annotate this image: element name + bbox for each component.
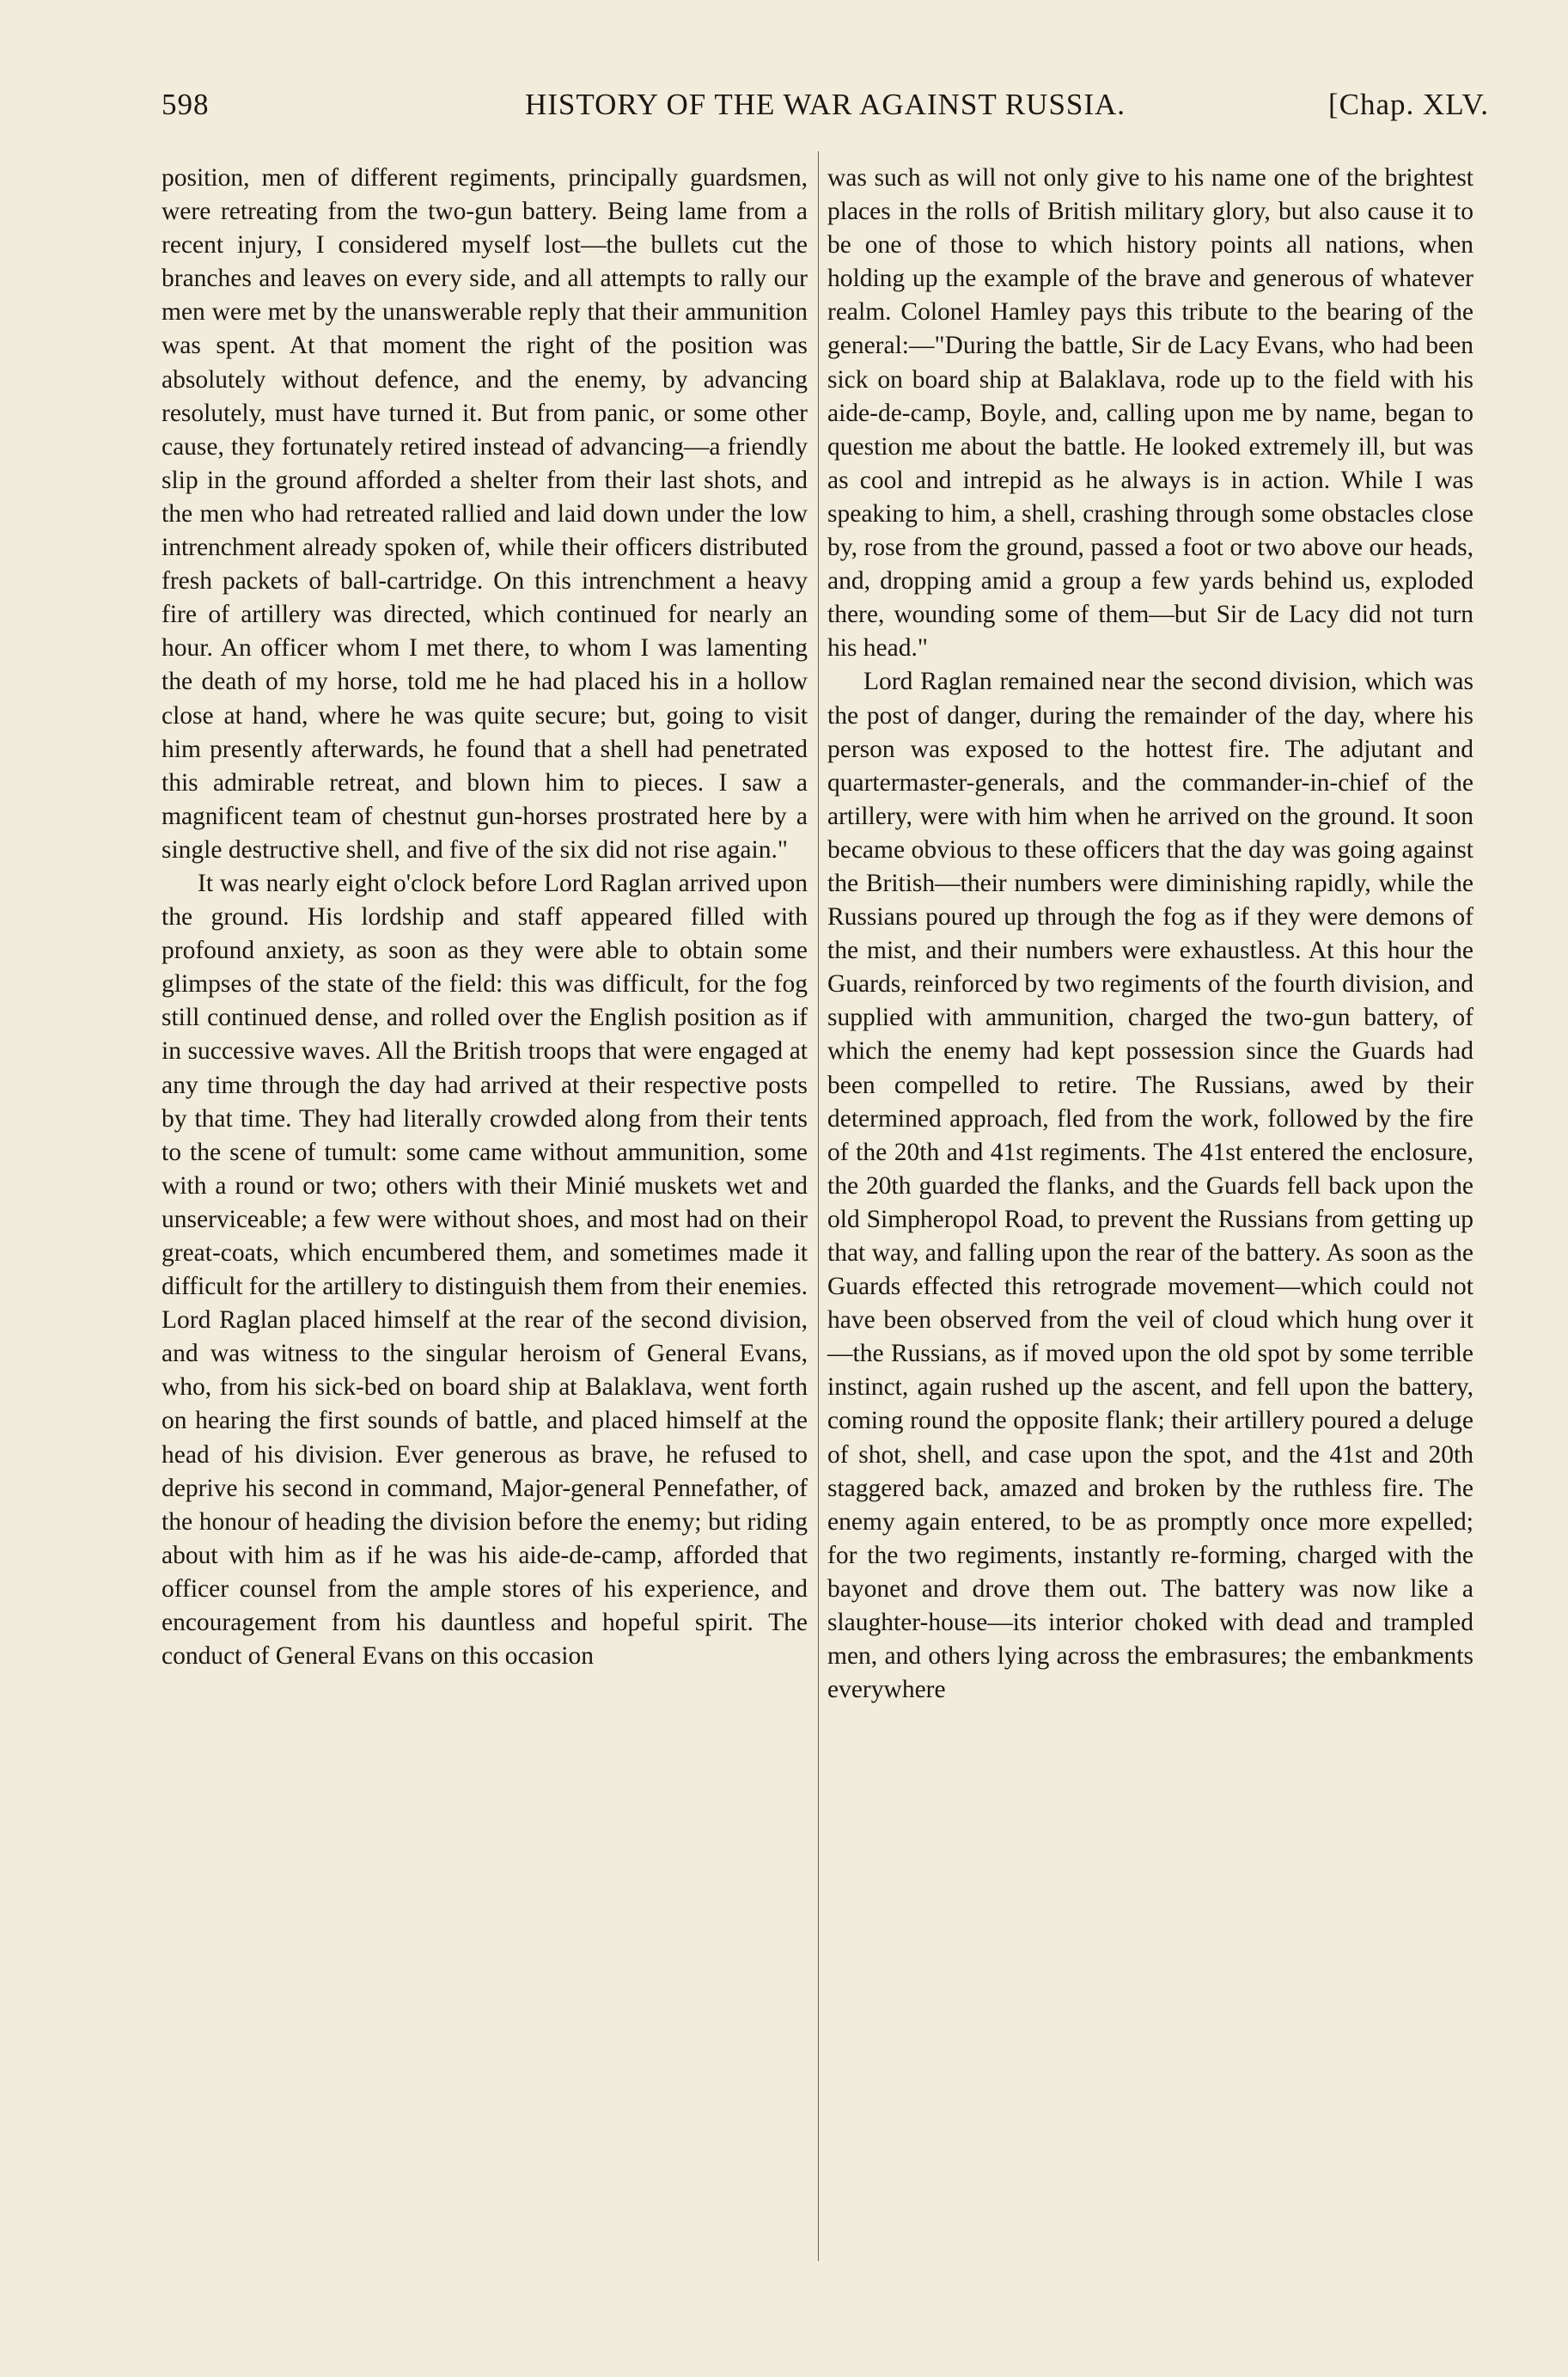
chapter-label: [Chap. XLV. xyxy=(1328,88,1489,121)
column-divider xyxy=(818,151,819,2261)
page-number: 598 xyxy=(162,88,210,121)
left-column xyxy=(162,162,808,1673)
left-paragraph-2: It was nearly eight o'clock before Lord Raglan arrived upon the ground. His lordship and staff appeared filled with profound anxiety, as soon as they were able to obtain some glimpses of the state of the field: this was difficult, for the fog still continued dense, and rolled over the English position as if in successive waves. All the British troops that were engaged at any time through the day had arrived at their respective posts by that time. They had literally crowded along from their tents to the scene of tumult: some came without ammunition, some with a round or two; others with their Minié muskets wet and unserviceable; a few were without shoes, and most had on their great-coats, which encumbered them, and sometimes made it difficult for the artillery to distinguish them from their enemies. Lord Raglan placed himself at the rear of the second division, and was witness to the singular heroism of General Evans, who, from his sick-bed on board ship at Balaklava, went forth on hearing the first sounds of battle, and placed himself at the head of his division. Ever generous as brave, he refused to deprive his second in command, Major-general Pennefather, of the honour of heading the division before the enemy; but riding about with him as if he was his aide-de-camp, afforded that officer counsel from the ample stores of his experience, and encouragement from his dauntless and hopeful spirit. The conduct of General Evans on this occasion xyxy=(162,869,808,1671)
right-column xyxy=(827,162,1473,1707)
running-title: HISTORY OF THE WAR AGAINST RUSSIA. xyxy=(524,88,1126,121)
right-paragraph-1: was such as will not only give to his name one of the brightest places in the rolls of British military glory, but also cause it to be one of those to which history points all nations, when holding up the example of the brave and generous of whatever realm. Colonel Hamley pays this tribute to the bearing of the general:—"During the battle, Sir de Lacy Evans, who had been sick on board ship at Balaklava, rode up to the field with his aide-de-camp, Boyle, and, calling upon me by name, began to question me about the battle. He looked extremely ill, but was as cool and intrepid as he always is in action. While I was speaking to him, a shell, crashing through some obstacles close by, rose from the ground, passed a foot or two above our heads, and, dropping amid a group a few yards behind us, exploded there, wounding some of them—but Sir de Lacy did not turn his head." xyxy=(827,164,1473,663)
right-paragraph-2: Lord Raglan remained near the second division, which was the post of danger, during the remainder of the day, where his person was exposed to the hottest fire. The adjutant and quartermaster-generals, and the commander-in-chief of the artillery, were with him when he arrived on the ground. It soon became obvious to these officers that the day was going against the British—their numbers were diminishing rapidly, while the Russians poured up through the fog as if they were demons of the mist, and their numbers were exhaustless. At this hour the Guards, reinforced by two regiments of the fourth division, and supplied with ammunition, charged the two-gun battery, of which the enemy had kept possession since the Guards had been compelled to retire. The Russians, awed by their determined approach, fled from the work, followed by the fire of the 20th and 41st regiments. The 41st entered the enclosure, the 20th guarded the flanks, and the Guards fell back upon the old Simpheropol Road, to prevent the Russians from getting up that way, and falling upon the rear of the battery. As soon as the Guards effected this retrograde movement—which could not have been observed from the veil of cloud which hung over it—the Russians, as if moved upon the old spot by some terrible instinct, again rushed up the ascent, and fell upon the battery, coming round the opposite flank; their artillery poured a deluge of shot, shell, and case upon the spot, and the 41st and 20th staggered back, amazed and broken by the ruthless fire. The enemy again entered, to be as promptly once more expelled; for the two regiments, instantly re-forming, charged with the bayonet and drove them out. The battery was now like a slaughter-house—its interior choked with dead and trampled men, and others lying across the embrasures; the embankments everywhere xyxy=(827,668,1473,1704)
page-header xyxy=(162,88,1489,131)
left-paragraph-1: position, men of different regiments, principally guardsmen, were retreating from the two-gun battery. Being lame from a recent injury, I considered myself lost—the bullets cut the branches and leaves on every side, and all attempts to rally our men were met by the unanswerable reply that their ammunition was spent. At that moment the right of the position was absolutely without defence, and the enemy, by advancing resolutely, must have turned it. But from panic, or some other cause, they fortunately retired instead of advancing—a friendly slip in the ground afforded a shelter from their last shots, and the men who had retreated rallied and laid down under the low intrenchment already spoken of, while their officers distributed fresh packets of ball-cartridge. On this intrenchment a heavy fire of artillery was directed, which continued for nearly an hour. An officer whom I met there, to whom I was lamenting the death of my horse, told me he had placed his in a hollow close at hand, where he was quite secure; but, going to visit him presently afterwards, he found that a shell had penetrated this admirable retreat, and blown him to pieces. I saw a magnificent team of chestnut gun-horses prostrated here by a single destructive shell, and five of the six did not rise again." xyxy=(162,164,808,864)
